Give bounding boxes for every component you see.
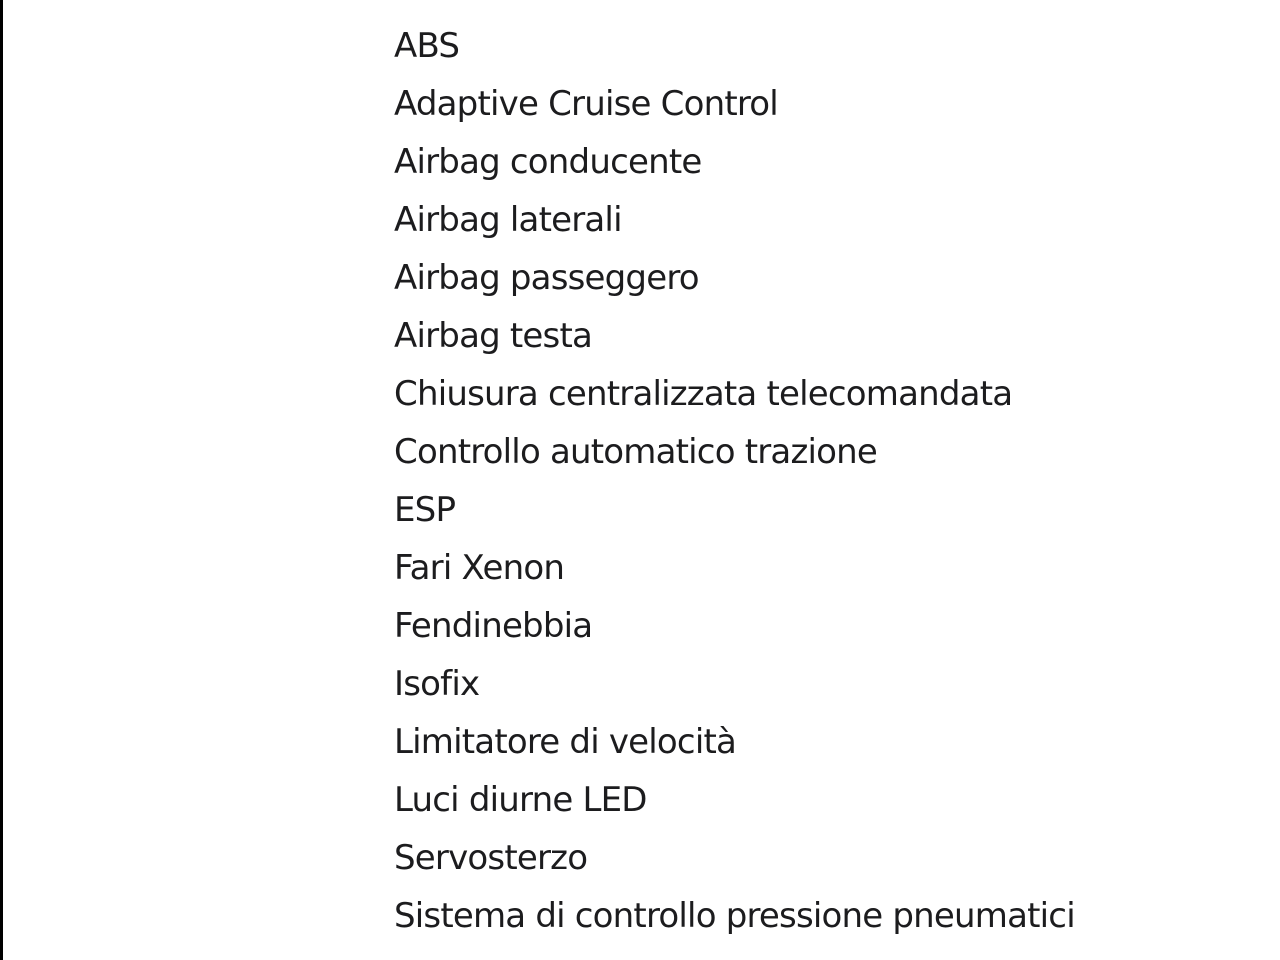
- feature-item: Adaptive Cruise Control: [394, 84, 778, 124]
- feature-item: Airbag laterali: [394, 200, 622, 240]
- feature-item: Sistema di controllo pressione pneumatici: [394, 896, 1075, 936]
- feature-item: ESP: [394, 490, 456, 530]
- features-list: [394, 17, 1075, 945]
- feature-item: ABS: [394, 26, 460, 66]
- feature-item: Servosterzo: [394, 838, 588, 878]
- feature-item: Chiusura centralizzata telecomandata: [394, 374, 1013, 414]
- feature-item: Airbag testa: [394, 316, 593, 356]
- feature-item: Fari Xenon: [394, 548, 565, 588]
- feature-item: Airbag passeggero: [394, 258, 699, 298]
- feature-item: Controllo automatico trazione: [394, 432, 878, 472]
- feature-item: Airbag conducente: [394, 142, 702, 182]
- feature-item: Fendinebbia: [394, 606, 593, 646]
- feature-item: Isofix: [394, 664, 480, 704]
- feature-item: Luci diurne LED: [394, 780, 647, 820]
- feature-item: Limitatore di velocità: [394, 722, 737, 762]
